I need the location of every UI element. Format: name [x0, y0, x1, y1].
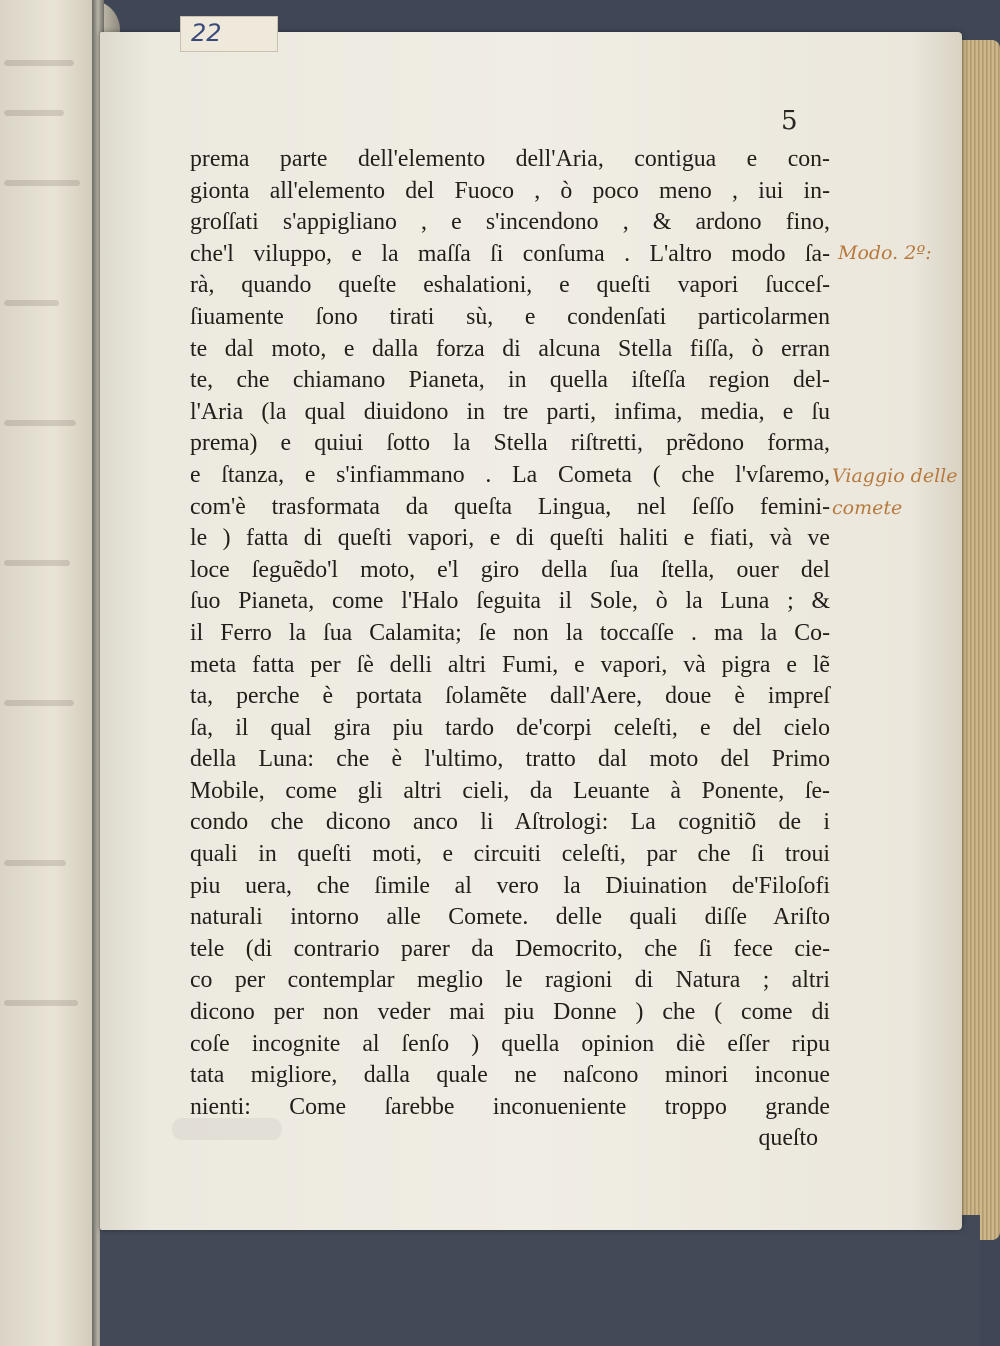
- margin-note-modo: Modo. 2º:: [838, 242, 932, 264]
- text-line: le ) fatta di queſti vapori, e di queſti haliti e fiati, và ve: [190, 525, 830, 552]
- ghost-text-line: [4, 300, 59, 306]
- text-line: ta, perche è portata ſolamẽte dall'Aere, doue è impreſ: [190, 683, 830, 710]
- text-line: rà, quando queſte eshalationi, e queſti vapori ſucceſ-: [190, 272, 830, 299]
- text-line: della Luna: che è l'ultimo, tratto dal moto del Primo: [190, 746, 830, 773]
- text-line: tata migliore, dalla quale ne naſcono minori inconue: [190, 1062, 830, 1089]
- ghost-text-line: [4, 1000, 78, 1006]
- text-line: gionta all'elemento del Fuoco , ò poco meno , iui in-: [190, 177, 830, 204]
- text-line: meta fatta per ſè delli altri Fumi, e vapori, và pigra e lẽ: [190, 651, 830, 678]
- text-line: tele (di contrario parer da Democrito, che ſi fece cie-: [190, 935, 830, 962]
- text-line: loce ſeguẽdo'l moto, e'l giro della ſua ſtella, ouer del: [190, 556, 830, 583]
- text-line: queſto: [758, 1125, 818, 1152]
- text-line: ſa, il qual gira piu tardo de'corpi celeſti, e del cielo: [190, 714, 830, 741]
- text-line: piu uera, che ſimile al vero la Diuination de'Filoſofi: [190, 872, 830, 899]
- text-line: quali in queſti moti, e circuiti celeſti, par che ſi troui: [190, 841, 830, 868]
- ghost-text-line: [4, 560, 70, 566]
- ghost-text-line: [4, 700, 74, 706]
- text-line: dicono per non veder mai piu Donne ) che ( come di: [190, 999, 830, 1026]
- margin-note-viaggio: Viaggio delle: [832, 465, 958, 487]
- ghost-text-line: [4, 860, 66, 866]
- ink-smudge: [172, 1118, 282, 1140]
- text-line: te dal moto, e dalla forza di alcuna Stella fiſſa, ò erran: [190, 335, 830, 362]
- background-cradle: [100, 1215, 980, 1346]
- text-line: ſiuamente ſono tirati sù, e condenſati particolarmen: [190, 303, 830, 330]
- text-line: com'è trasformata da queſta Lingua, nel ſeſſo femini-: [190, 493, 830, 520]
- text-line: che'l viluppo, e la maſſa ſi conſuma . L'altro modo ſa-: [190, 240, 830, 267]
- text-line: l'Aria (la qual diuidono in tre parti, infima, media, e ſu: [190, 398, 830, 425]
- text-line: e ſtanza, e s'infiammano . La Cometa ( che l'vſaremo,: [190, 461, 830, 488]
- folio-number: 5: [781, 106, 798, 136]
- text-line: groſſati s'appigliano , e s'incendono , & ardono fino,: [190, 209, 830, 236]
- body-text: [190, 144, 830, 1155]
- text-line: nienti: Come ſarebbe inconueniente troppo grande: [190, 1093, 830, 1120]
- tab-number: 22: [191, 19, 222, 47]
- ghost-text-line: [4, 110, 64, 116]
- text-line: ſuo Pianeta, come l'Halo ſeguita il Sole, ò la Luna ; &: [190, 588, 830, 615]
- text-line: condo che dicono anco li Aſtrologi: La cognitiõ de i: [190, 809, 830, 836]
- text-line: il Ferro la ſua Calamita; ſe non la toccaſſe . ma la Co-: [190, 619, 830, 646]
- text-line: Mobile, come gli altri cieli, da Leuante à Ponente, ſe-: [190, 777, 830, 804]
- text-line: co per contemplar meglio le ragioni di Natura ; altri: [190, 967, 830, 994]
- page-tab: [180, 16, 278, 52]
- ghost-text-line: [4, 420, 76, 426]
- text-line: naturali intorno alle Comete. delle quali diſſe Ariſto: [190, 904, 830, 931]
- ghost-text-line: [4, 180, 80, 186]
- text-line: coſe incognite al ſenſo ) quella opinion diè eſſer ripu: [190, 1030, 830, 1057]
- margin-note-comete: comete: [832, 497, 903, 519]
- text-line: prema) e quiui ſotto la Stella riſtretti, prẽdono forma,: [190, 430, 830, 457]
- text-line: te, che chiamano Pianeta, in quella iſteſſa region del-: [190, 367, 830, 394]
- ghost-text-line: [4, 60, 74, 66]
- text-line: prema parte dell'elemento dell'Aria, contigua e con-: [190, 146, 830, 172]
